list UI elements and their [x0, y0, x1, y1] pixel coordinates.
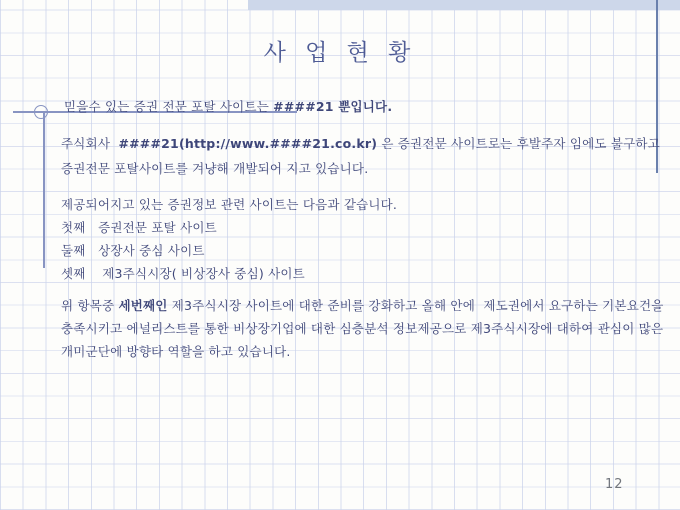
p3-line1-pre: 위 항목중 [61, 298, 119, 313]
p1-line1-pre: 주식회사 [61, 136, 119, 151]
list-item-second: 둘째 상장사 중심 사이트 [61, 243, 205, 258]
intro-line [64, 99, 392, 115]
company-url-text: ####21(http://www.####21.co.kr) [118, 136, 378, 151]
p3-line1-post: 제3주식시장 사이트에 대한 준비를 강화하고 올해 안에 제도권에서 요구하는 기본요건을 [167, 298, 664, 313]
slide-title: 사 업 현 황 [263, 40, 417, 66]
paragraph3-line2: 충족시키고 에널리스트를 통한 비상장기업에 대한 심층분석 정보제공으로 제3주식시장에 대하여 관심이 많은 [61, 321, 664, 336]
paragraph2-lead: 제공되어지고 있는 증권정보 관련 사이트는 다음과 같습니다. [61, 197, 398, 212]
p1-line1-post: 은 증권전문 사이트로는 후발주자 임에도 불구하고 [377, 136, 660, 151]
intro-text-bold: ####21 뿐입니다. [273, 99, 393, 114]
list-item-first: 첫째 증권전문 포탈 사이트 [61, 220, 217, 235]
intro-text: 믿을수 있는 증권 전문 포탈 사이트는 [64, 99, 274, 114]
p3-line1-bold: 세번째인 [118, 298, 168, 313]
page-number: 12 [605, 477, 624, 492]
paragraph3-line1 [61, 298, 664, 314]
list-item-third: 셋째 제3주식시장( 비상장사 중심) 사이트 [61, 266, 305, 281]
left-bracket-line [43, 112, 45, 268]
paragraph3-line3: 개미군단에 방향타 역할을 하고 있습니다. [61, 344, 291, 359]
paragraph1-line2: 증권전문 포탈사이트를 겨냥해 개발되어 지고 있습니다. [61, 161, 369, 176]
callout-circle-decoration [34, 105, 48, 119]
top-accent-band [248, 0, 680, 10]
paragraph1-line1 [61, 136, 660, 152]
